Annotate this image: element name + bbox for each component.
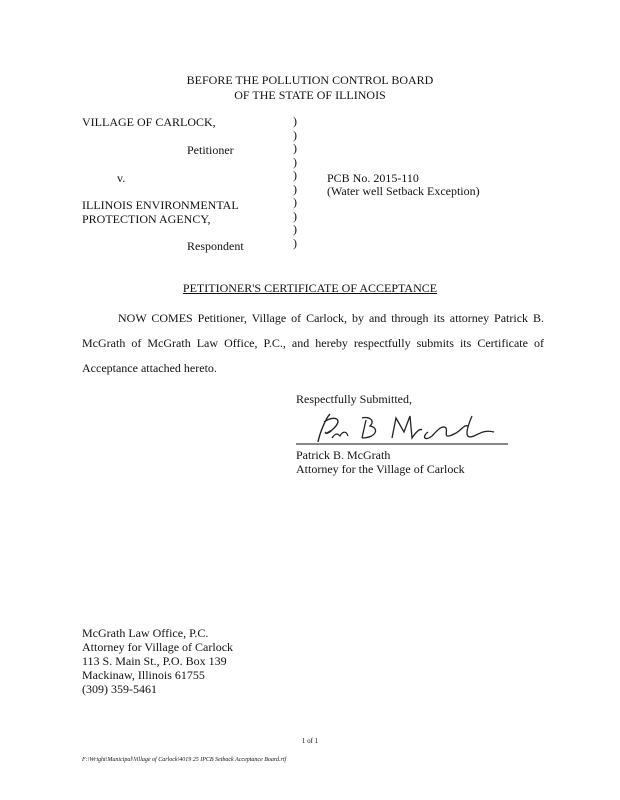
address-line-4: Mackinaw, Illinois 61755 [82,668,205,682]
address-line-2: Attorney for Village of Carlock [82,640,234,654]
caption-parentheses [293,115,297,250]
respondent-name-line2: PROTECTION AGENCY, [82,212,211,226]
respondent-role: Respondent [187,239,244,253]
address-line-1: McGrath Law Office, P.C. [82,626,209,640]
petitioner-role: Petitioner [187,143,234,157]
attorney-title: Attorney for the Village of Carlock [296,462,465,476]
handwritten-signature [296,408,512,450]
document-title: PETITIONER'S CERTIFICATE OF ACCEPTANCE [182,281,438,295]
address-line-3: 113 S. Main St., P.O. Box 139 [82,654,227,668]
paren-mark: ) [293,222,297,236]
address-line-5: (309) 359-5461 [82,682,157,696]
respondent-name-line1: ILLINOIS ENVIRONMENTAL [82,198,239,212]
footer-file-path: F:\Wright\Municipal\Village of Carlock\4019 25 IPCB Setback Acceptance Board.rtf [82,757,287,763]
paren-mark: ) [293,235,297,250]
case-type: (Water well Setback Exception) [327,184,480,198]
paren-mark: ) [293,195,297,209]
paren-mark: ) [293,208,297,223]
paren-mark: ) [293,114,297,128]
paren-mark: ) [293,181,297,196]
body-paragraph: NOW COMES Petitioner, Village of Carlock, by and through its attorney Patrick B. McGrath of McGrath Law Office, P.C., and hereby respectfully submits its Certificate of Acceptance attached hereto. [82,311,544,375]
case-number: PCB No. 2015-110 [327,171,419,185]
court-heading-line1: BEFORE THE POLLUTION CONTROL BOARD [186,73,434,87]
petitioner-name: VILLAGE OF CARLOCK, [82,115,216,129]
signature-closing: Respectfully Submitted, [296,392,412,406]
paren-mark: ) [293,127,297,142]
versus-label: v. [117,171,126,185]
paren-mark: ) [293,141,297,155]
page-number: 1 of 1 [301,737,319,745]
paren-mark: ) [293,154,297,169]
court-heading-line2: OF THE STATE OF ILLINOIS [234,88,386,102]
attorney-name: Patrick B. McGrath [296,448,391,462]
paren-mark: ) [293,168,297,182]
